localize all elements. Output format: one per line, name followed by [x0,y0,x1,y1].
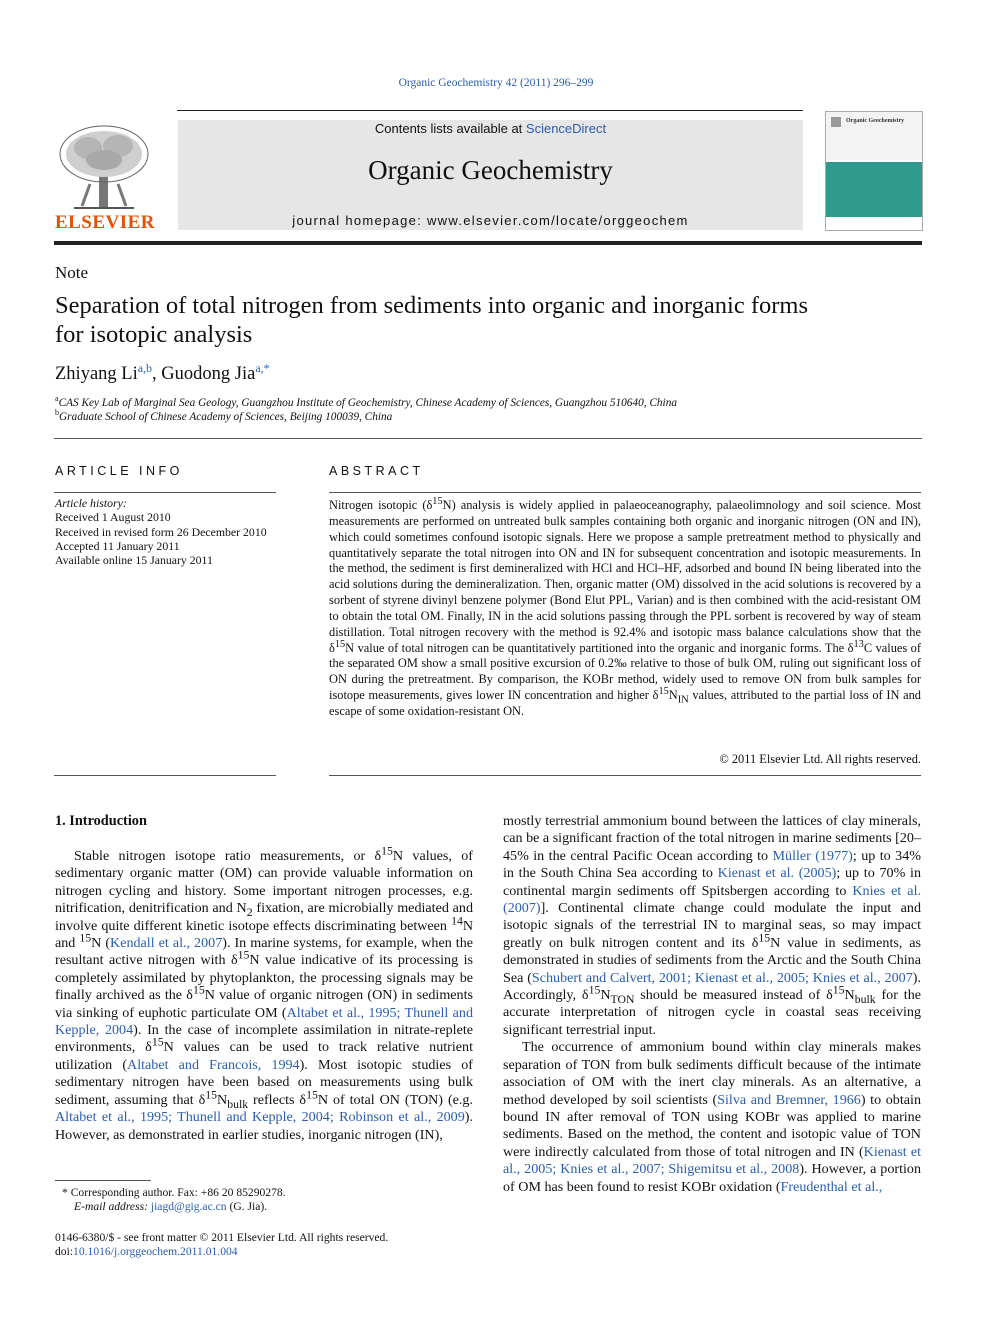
intro-left-column: Stable nitrogen isotope ratio measurements, or $\delta^{15}N$ values, of sedimentary organic matter (OM) can provide valuable information on nitrogen cycling and history. Some important nitrogen processes, e.g. nitrification, denitrification and $N_2$ fixation, are microbially mediated and involve quite different kinetic isotope effects discriminating between $^{14}$N and $^{15}$N (Kendall et al., 2007). In marine systems, for example, when the resultant active nitrogen with $\delta^{15}N$ value indicative of its processing is completely assimilated by phytoplankton, the processing signals may be finally archived as the $\delta^{15}N$ value of organic nitrogen (ON) in sediments via sinking of euphotic particulate OM (Altabet et al., 1995; Thunell and Kepple, 2004). In the case of incomplete assimilation in nitrate-replete environments, $\delta^{15}N$ values can be used to track relative nutrient utilization (Altabet and Francois, 1994). Most isotopic studies of sedimentary nitrogen have been based on measurements using bulk sediment, assuming that $\delta^{15}N_{bulk}$ reflects $\delta^{15}N$ of total ON (TON) (e.g. Altabet et al., 1995; Thunell and Kepple, 2004; Robinson et al., 2009). However, as demonstrated in earlier studies, inorganic nitrogen (IN), [55,844,474,1143]
cover-title: Organic Geochemistry [846,118,905,124]
intro-right-column: mostly terrestrial ammonium bound between the lattices of clay minerals, can be a significant fraction of the total nitrogen in marine sediments [20–45% in the central Pacific Ocean according to Müller (1977); up to 34% in the South China Sea according to Kienast et al. (2005); up to 70% in continental margin sediments off Spitsbergen according to Knies et al. (2007)]. Continental climate change could modulate the input and isotopic signals of the terrestrial IN to marginal seas, so may impact greatly on bulk nitrogen content and its $\delta^{15}N$ value in sediments, as demonstrated in studies of sediments from the Arctic and the South China Sea (Schubert and Calvert, 2001; Kienast et al., 2005; Knies et al., 2007). Accordingly, $\delta^{15}N_{TON}$ should be measured instead of $\delta^{15}N_{bulk}$ for the accurate interpretation of nitrogen cycle in coastal seas receiving significant terrestrial input. The occurrence of ammonium bound within clay minerals makes separation of TON from bulk sediments difficult because of the intimate association of OM with the inert clay minerals. As an alternative, a method developed by soil scientists (Silva and Bremner, 1966) to obtain bound IN after removal of TON using KOBr was applied to marine sediments. Based on the method, the content and isotopic value of TON were indirectly calculated from those of total nitrogen and IN (Kienast et al., 2005; Knies et al., 2007; Shigemitsu et al., 2008). However, a portion of OM has been found to resist KOBr oxidation (Freudenthal et al., [503,813,922,1195]
doi-line: doi:10.1016/j.orggeochem.2011.01.004 [55,1245,238,1258]
author-name: Guodong Jia [161,364,256,384]
email-note: E-mail address: jiagd@gig.ac.cn (G. Jia). [74,1200,268,1213]
article-history [55,496,285,567]
journal-citation[interactable]: Organic Geochemistry 42 (2011) 296–299 [398,77,594,89]
citation-link[interactable]: Freudenthal et al., [780,1178,883,1195]
abstract-text: Nitrogen isotopic $(\delta^{15}N)$ analysis is widely applied in palaeoceanography, palaeolimnology and soil science. Most measurements are performed on untreated bulk samples containing both organic and inorganic nitrogen (ON and IN), which could sometimes confound isotopic signals. Here we propose a sample pretreatment method to physically and quantitatively separate the total nitrogen into ON and IN for subsequent concentration and isotopic measurements. In the method, the sediment is first demineralized with HCl and HCl–HF, adsorbed and bound IN being liberated into the acid solutions during the demineralization. Then, organic matter (OM) dissolved in the acid solutions is recovered by a sorbent of styrene divinyl benzene polymer (Bond Elut PPL, Varian) and is then combined with the acid-resistant OM to obtain the total OM. Finally, IN in the acid solutions passing through the PPL sorbent is recovered by way of steam distillation. Total nitrogen recovery with the method is 92.4% and isotopic mass balance calculations show that the $\delta^{15}N$ value of total nitrogen can be quantitatively partitioned into the organic and inorganic forms. The $\delta^{13}C$ values of the separated OM show a small positive excursion of 0.2‰ relative to those of bulk OM, ruling out significant loss of ON during the pretreatment. By comparison, the KOBr method, widely used to remove ON from bulk samples for isotope measurements, gives lower IN concentration and higher $\delta^{15}N_{IN}$ values, attributed to the partial loss of IN and escape of some oxidation-resistant ON. [329,495,922,718]
history-received: Received 1 August 2010 [55,510,171,525]
article-type: Note [55,263,89,282]
abstract-bottom-rule [329,775,921,776]
citation-link[interactable]: Altabet and Francois, 1994 [127,1056,300,1073]
author-affiliation-mark[interactable]: a,* [255,360,270,375]
citation-link[interactable]: Kienast et al. (2005) [717,865,837,882]
header-thick-rule [54,241,922,245]
footnote-rule [55,1180,151,1181]
doi-link[interactable]: 10.1016/j.orggeochem.2011.01.004 [73,1245,238,1258]
citation-link[interactable]: Kienast et al., 2005; Knies et al., 2007; Shigemitsu et al., 2008 [503,1143,921,1178]
history-accepted: Accepted 11 January 2011 [55,538,180,553]
cover-logo-icon [831,117,841,127]
cover-footer [826,218,922,230]
header-top-rule [177,110,803,111]
corresponding-author-note: * Corresponding author. Fax: +86 20 85290278. [62,1186,286,1199]
cover-header [826,112,922,160]
cover-band [826,162,922,217]
article-title: Separation of total nitrogen from sediments into organic and inorganic forms for isotopic analysis [55,292,808,348]
journal-homepage[interactable]: journal homepage: www.elsevier.com/locate/orggeochem [292,213,689,228]
citation-link[interactable]: Müller (1977) [772,847,853,864]
journal-name: Organic Geochemistry [368,155,613,185]
issn-line: 0146-6380/$ - see front matter © 2011 Elsevier Ltd. All rights reserved. [55,1231,389,1244]
citation-link[interactable]: Schubert and Calvert, 2001; Kienast et al., 2005; Knies et al., 2007 [531,969,913,986]
contents-line: Contents lists available at ScienceDirect [374,121,607,136]
citation-link[interactable]: Silva and Bremner, 1966 [717,1091,861,1108]
article-info-heading: ARTICLE INFO [55,464,183,478]
front-matter-rule [54,438,922,439]
abstract-heading: ABSTRACT [329,464,424,478]
citation-link[interactable]: Altabet et al., 1995; Thunell and Kepple, 2004 [55,1004,473,1039]
section-heading: 1. Introduction [55,813,147,829]
citation-link[interactable]: Altabet et al., 1995; Thunell and Kepple, 2004; Robinson et al., 2009 [55,1109,465,1126]
article-info-rule [54,492,276,493]
affiliation-a: $^a$CAS Key Lab of Marginal Sea Geology, Guangzhou Institute of Geochemistry, Chinese Academy of Sciences, Guangzhou 510640, China [55,394,677,409]
article-info-bottom-rule [54,775,276,776]
author-name: Zhiyang Li [55,364,138,384]
author-list: Zhiyang Li$^{a,b}$, Guodong Jia$^{a,*}$ [55,360,270,384]
sciencedirect-link[interactable]: ScienceDirect [525,121,607,136]
email-link[interactable]: jiagd@gig.ac.cn [150,1200,227,1213]
citation-link[interactable]: Knies et al. (2007) [503,882,922,917]
publisher-name: ELSEVIER [54,212,156,233]
affiliation-b: $^b$Graduate School of Chinese Academy of Sciences, Beijing 100039, China [55,408,393,423]
history-revised: Received in revised form 26 December 2010 [55,524,267,539]
journal-cover-thumbnail[interactable] [825,111,923,231]
abstract-rule [329,492,921,493]
author-affiliation-mark[interactable]: a,b [137,360,153,375]
abstract-copyright: © 2011 Elsevier Ltd. All rights reserved. [719,752,921,766]
history-online: Available online 15 January 2011 [55,553,213,568]
citation-link[interactable]: Kendall et al., 2007 [110,935,223,952]
history-label: Article history: [55,496,127,510]
